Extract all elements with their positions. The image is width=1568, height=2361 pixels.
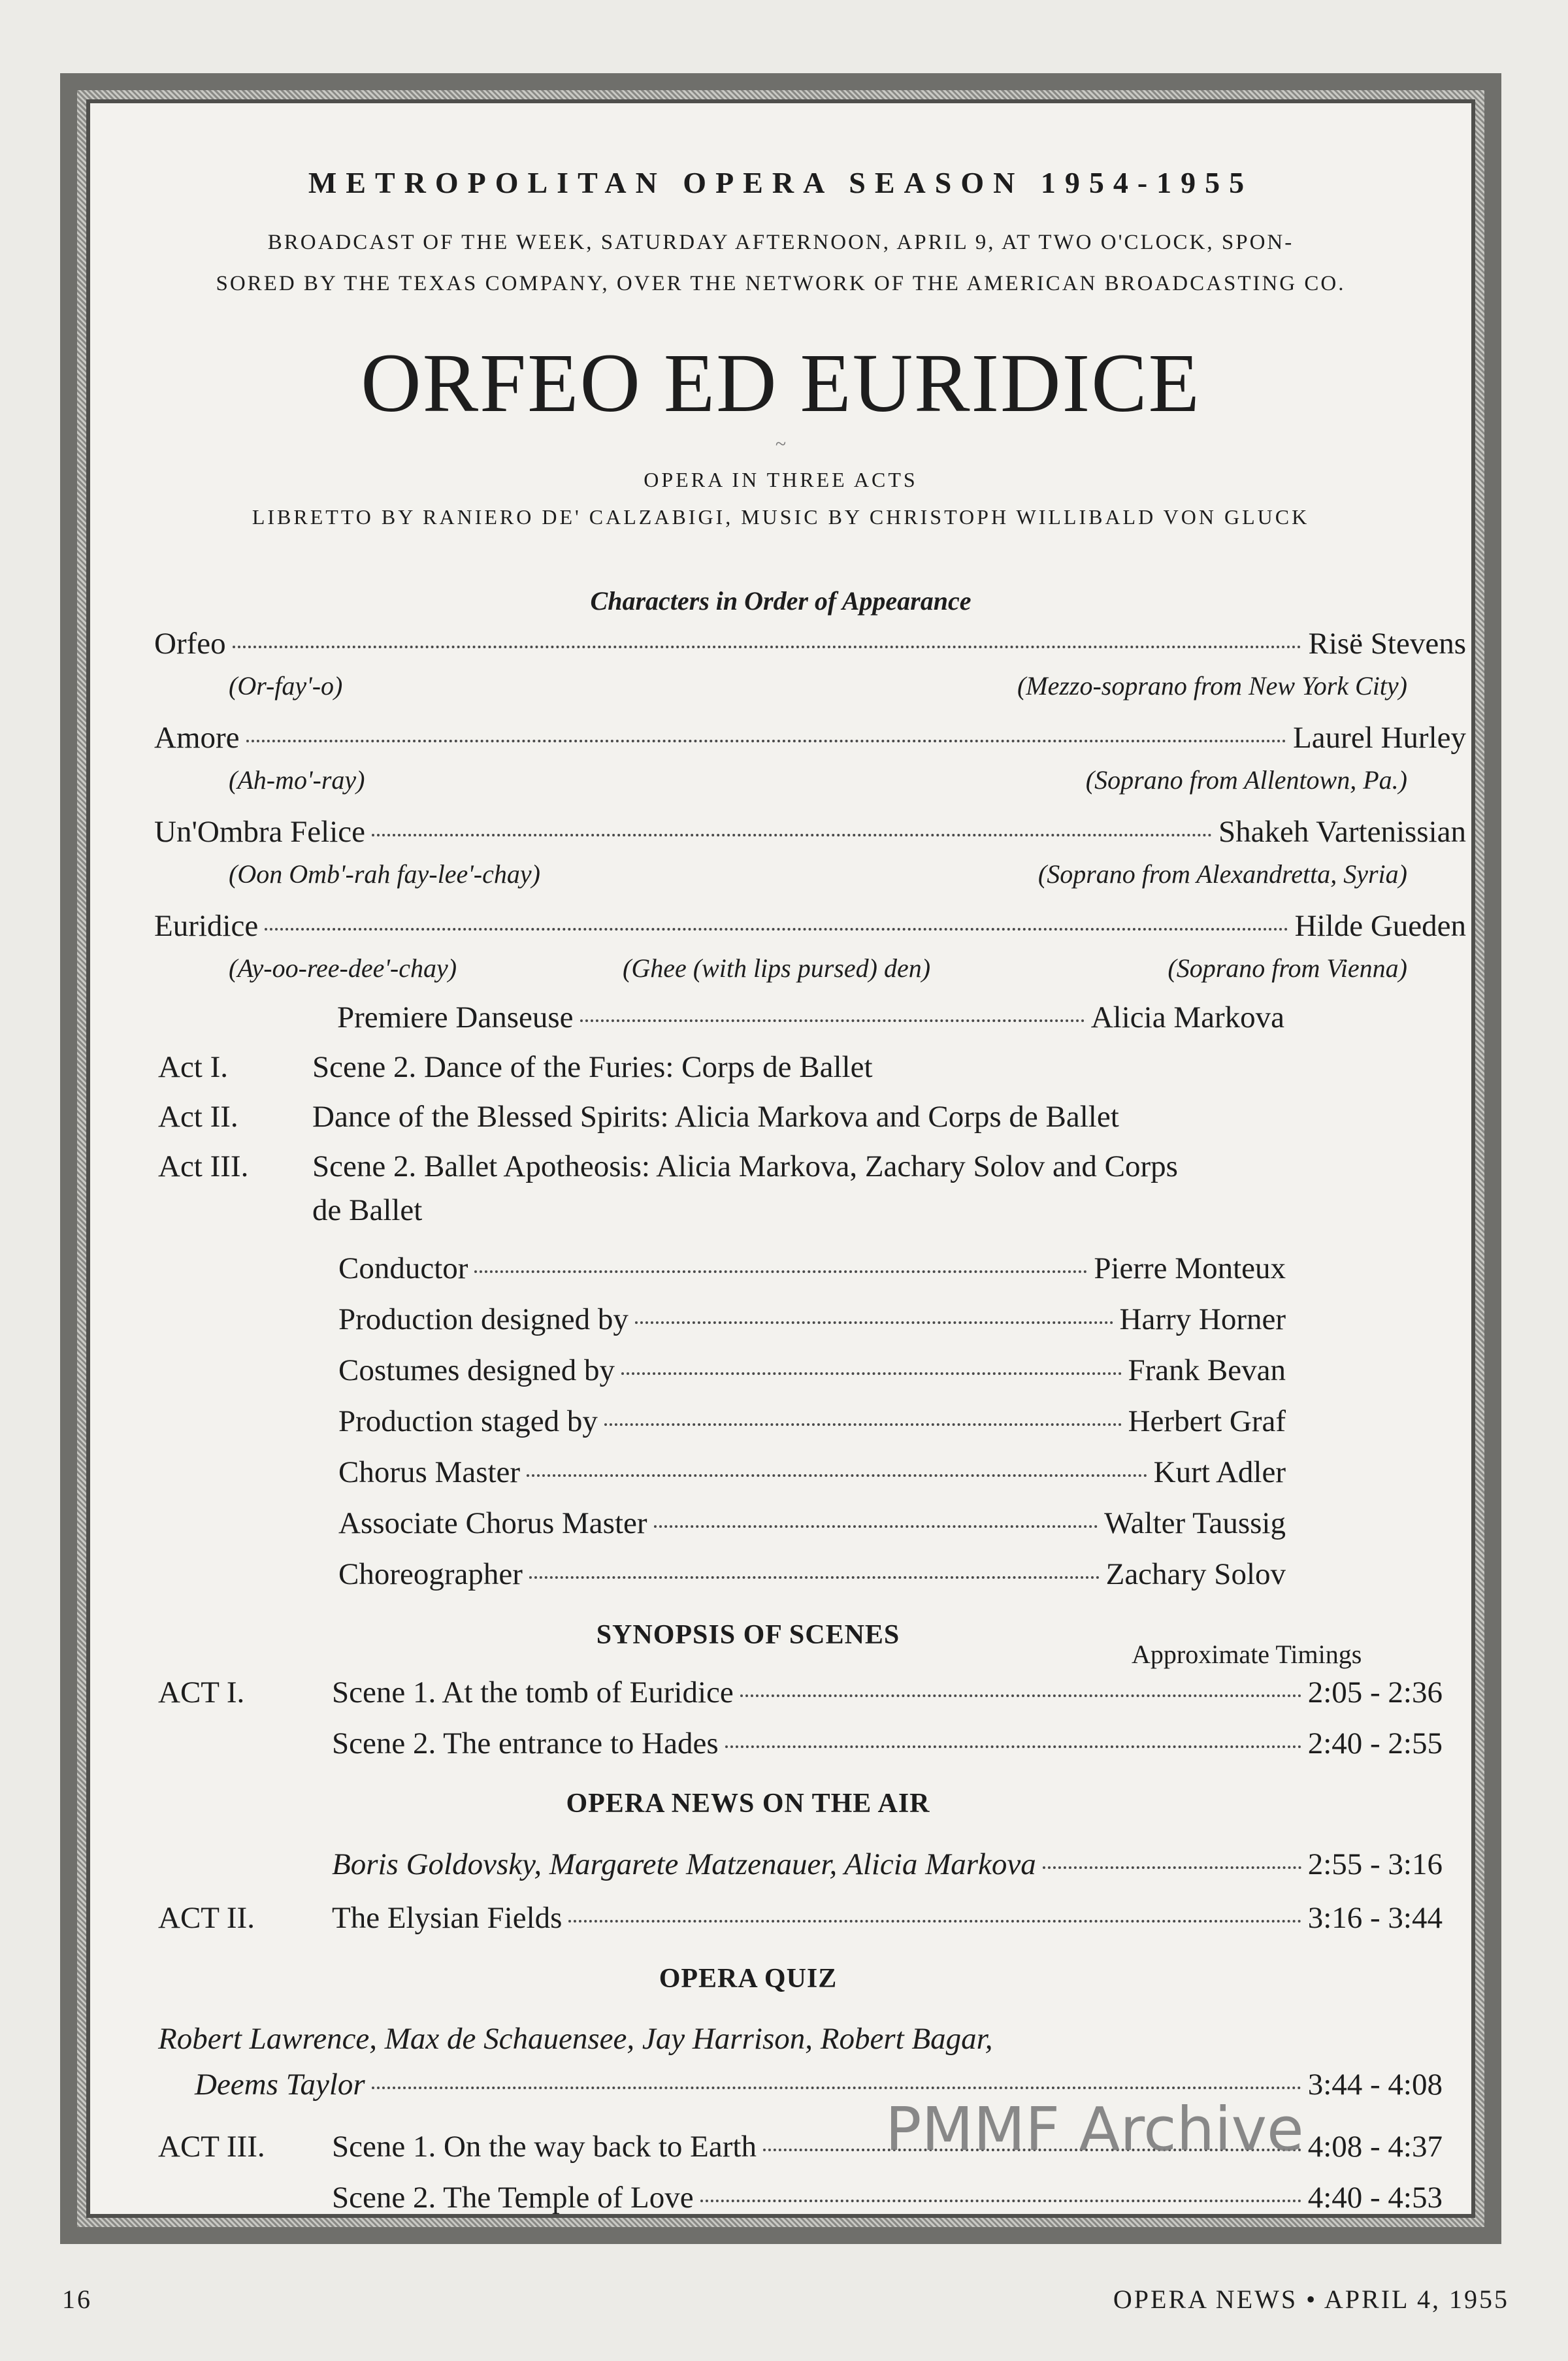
scene-time: 2:05 - 2:36 [1307,1676,1443,1709]
singer-note: (Mezzo-soprano from New York City) [1017,671,1407,701]
staff-name: Herbert Graf [1128,1404,1286,1438]
leader-dots [265,928,1288,931]
scene-time: 4:08 - 4:37 [1307,2130,1443,2164]
character-name: Un'Ombra Felice [154,815,366,849]
timings-label: Approximate Timings [1132,1640,1362,1669]
staff-name: Kurt Adler [1153,1455,1286,1489]
staff-row [338,1455,1286,1490]
act-label: ACT I. [158,1676,245,1709]
leader-dots [527,1474,1147,1477]
danseuse-row [337,1000,1284,1035]
character-name: Euridice [154,909,259,943]
singer-note: (Soprano from Allentown, Pa.) [1085,765,1407,795]
opera-quiz-heading: OPERA QUIZ [659,1964,838,1994]
ballet-act-text: Scene 2. Ballet Apotheosis: Alicia Markova, Zachary Solov and Corps [312,1149,1178,1183]
leader-dots [740,1694,1301,1697]
character-row-amore [154,720,1466,755]
staff-name: Walter Taussig [1104,1506,1286,1540]
leader-dots [474,1270,1087,1273]
staff-role: Costumes designed by [338,1353,615,1387]
news-people: Boris Goldovsky, Margarete Matzenauer, Alicia Markova [332,1847,1036,1881]
singer-name: Laurel Hurley [1293,721,1466,755]
staff-role: Chorus Master [338,1455,521,1489]
character-name: Amore [154,721,240,755]
broadcast-line-1: BROADCAST OF THE WEEK, SATURDAY AFTERNOON, APRIL 9, AT TWO O'CLOCK, SPON- [267,231,1294,254]
leader-dots [604,1423,1122,1426]
characters-heading: Characters in Order of Appearance [590,586,972,616]
scene-row [332,2180,1443,2215]
season-heading: METROPOLITAN OPERA SEASON 1954-1955 [308,166,1254,199]
leader-dots [654,1525,1098,1528]
leader-dots [246,740,1287,742]
staff-row [338,1557,1286,1592]
program-panel [86,99,1475,2218]
character-row-euridice [154,908,1466,944]
danseuse-label: Premiere Danseuse [337,1000,574,1034]
staff-role: Conductor [338,1251,468,1285]
quiz-time: 3:44 - 4:08 [1307,2068,1443,2102]
singer-name: Hilde Gueden [1294,909,1466,943]
staff-name: Zachary Solov [1105,1557,1286,1591]
ballet-act-text: Scene 2. Dance of the Furies: Corps de Ballet [312,1050,873,1084]
ballet-act-text: Dance of the Blessed Spirits: Alicia Markova and Corps de Ballet [312,1100,1119,1134]
leader-dots [580,1019,1085,1022]
page-number: 16 [62,2285,92,2314]
pronunciation: (Ay-oo-ree-dee'-chay) [229,953,457,983]
scene-title: The Elysian Fields [332,1901,563,1935]
staff-name: Pierre Monteux [1094,1251,1286,1285]
leader-dots [635,1321,1113,1324]
scene-title: Scene 2. The entrance to Hades [332,1726,719,1760]
staff-name: Harry Horner [1119,1302,1286,1336]
scene-time: 2:40 - 2:55 [1307,1726,1443,1760]
staff-name: Frank Bevan [1128,1353,1286,1387]
staff-row [338,1353,1286,1388]
staff-role: Associate Chorus Master [338,1506,647,1540]
leader-dots [621,1372,1122,1375]
staff-row [338,1404,1286,1439]
leader-dots [568,1920,1301,1923]
character-row-orfeo [154,626,1466,661]
scene-title: Scene 2. The Temple of Love [332,2181,694,2215]
scene-row [332,1900,1443,1936]
quiz-people: Robert Lawrence, Max de Schauensee, Jay Harrison, Robert Bagar, [158,2022,993,2056]
leader-dots [1043,1866,1301,1869]
archive-watermark: PMMF Archive [885,2094,1304,2164]
ballet-act-label: Act II. [158,1100,238,1134]
act-label: ACT II. [158,1901,255,1935]
staff-role: Production designed by [338,1302,629,1336]
leader-dots [372,2087,1301,2089]
scene-time: 3:16 - 3:44 [1307,1901,1443,1935]
page-border [60,73,1501,2244]
staff-row [338,1251,1286,1286]
synopsis-heading: SYNOPSIS OF SCENES [596,1620,900,1650]
ballet-act-label: Act III. [158,1149,249,1183]
scene-row [332,1675,1443,1710]
ballet-act-label: Act I. [158,1050,229,1084]
scene-time: 4:40 - 4:53 [1307,2181,1443,2215]
pronunciation: (Or-fay'-o) [229,671,343,701]
leader-dots [372,834,1212,836]
publication-footer: OPERA NEWS • APRIL 4, 1955 [1113,2285,1509,2314]
news-time: 2:55 - 3:16 [1307,1847,1443,1881]
ornament: ~ [775,433,787,455]
broadcast-line-2: SORED BY THE TEXAS COMPANY, OVER THE NETWORK OF THE AMERICAN BROADCASTING CO. [216,272,1346,295]
character-row-ombra [154,814,1466,850]
opera-news-heading: OPERA NEWS ON THE AIR [566,1789,930,1819]
leader-dots [529,1576,1100,1579]
opera-title: ORFEO ED EURIDICE [361,337,1201,429]
danseuse-name: Alicia Markova [1090,1000,1284,1034]
scene-title: Scene 1. At the tomb of Euridice [332,1676,734,1709]
quiz-people-cont: Deems Taylor [195,2068,365,2102]
act-label: ACT III. [158,2130,265,2164]
staff-row [338,1506,1286,1541]
leader-dots [700,2200,1301,2202]
libretto-credits: LIBRETTO BY RANIERO DE' CALZABIGI, MUSIC BY CHRISTOPH WILLIBALD VON GLUCK [252,505,1310,529]
leader-dots [725,1745,1301,1748]
leader-dots [233,646,1302,648]
pronunciation-singer: (Ghee (with lips pursed) den) [623,953,931,983]
singer-name: Risë Stevens [1308,627,1466,661]
singer-note: (Soprano from Alexandretta, Syria) [1037,859,1407,889]
opera-subtitle: OPERA IN THREE ACTS [644,468,918,491]
singer-name: Shakeh Vartenissian [1218,815,1466,849]
staff-role: Production staged by [338,1404,598,1438]
staff-role: Choreographer [338,1557,523,1591]
scene-row [332,1726,1443,1761]
pronunciation: (Oon Omb'-rah fay-lee'-chay) [229,859,540,889]
character-name: Orfeo [154,627,226,661]
staff-row [338,1302,1286,1337]
news-row [332,1847,1443,1882]
ballet-act-text-cont: de Ballet [312,1193,423,1227]
pronunciation: (Ah-mo'-ray) [229,765,365,795]
singer-note: (Soprano from Vienna) [1168,953,1407,983]
scene-title: Scene 1. On the way back to Earth [332,2130,757,2164]
